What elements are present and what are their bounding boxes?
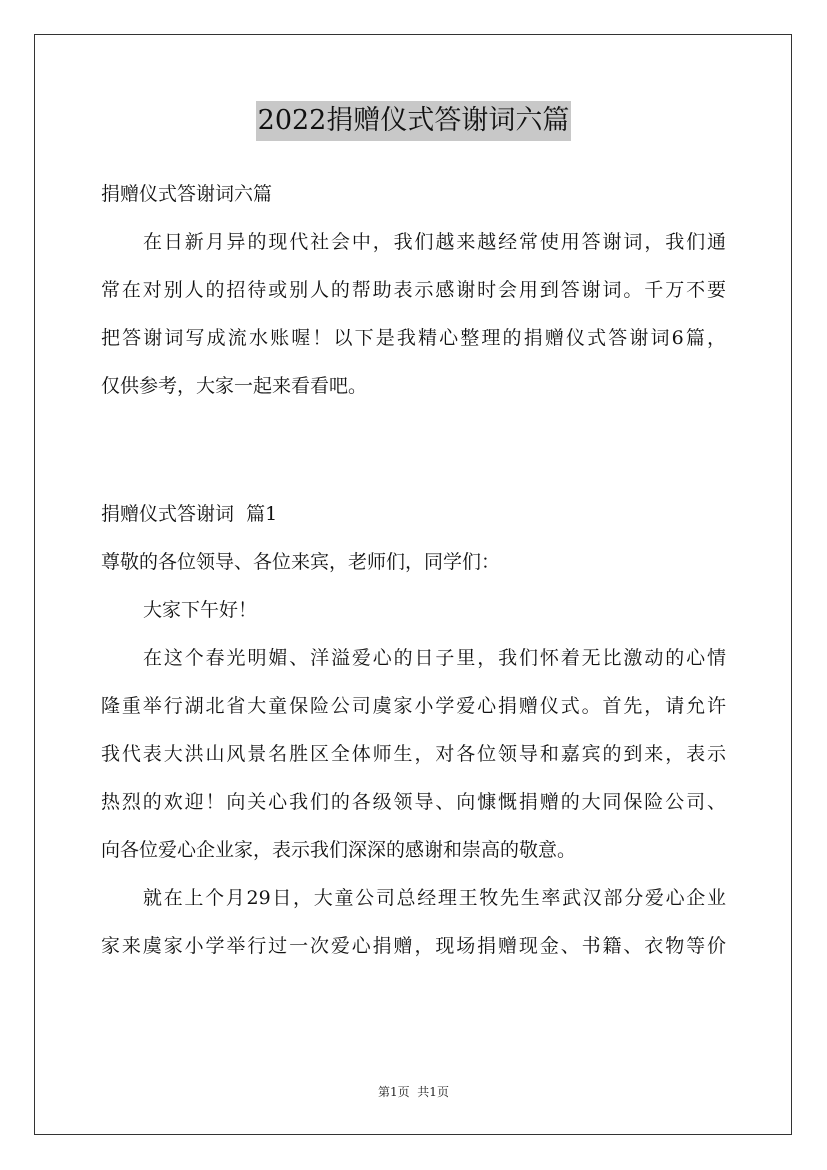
paragraph-line: 热烈的欢迎！向关心我们的各级领导、向慷慨捐赠的大同保险公司、 — [101, 791, 726, 813]
greeting: 大家下午好！ — [143, 599, 258, 621]
title-container — [0, 101, 827, 141]
page-number: 第1页 共1页 — [378, 1085, 449, 1099]
spacer — [101, 410, 726, 490]
intro-line: 把答谢词写成流水账喔！以下是我精心整理的捐赠仪式答谢词6篇， — [101, 327, 726, 349]
section-heading: 捐赠仪式答谢词 篇1 — [101, 503, 278, 525]
paragraph-line: 家来虞家小学举行过一次爱心捐赠，现场捐赠现金、书籍、衣物等价 — [101, 935, 726, 957]
salutation: 尊敬的各位领导、各位来宾，老师们，同学们： — [101, 551, 501, 573]
document-subtitle: 捐赠仪式答谢词六篇 — [101, 183, 273, 205]
page-footer — [0, 1083, 827, 1100]
paragraph-line: 我代表大洪山风景名胜区全体师生，对各位领导和嘉宾的到来，表示 — [101, 743, 726, 765]
intro-line: 仅供参考，大家一起来看看吧。 — [101, 375, 368, 397]
intro-line: 常在对别人的招待或别人的帮助表示感谢时会用到答谢词。千万不要 — [101, 279, 726, 301]
paragraph-line: 在这个春光明媚、洋溢爱心的日子里，我们怀着无比激动的心情 — [143, 647, 726, 669]
intro-line: 在日新月异的现代社会中，我们越来越经常使用答谢词，我们通 — [143, 231, 726, 253]
paragraph-line: 隆重举行湖北省大童保险公司虞家小学爱心捐赠仪式。首先，请允许 — [101, 695, 726, 717]
paragraph-line: 就在上个月29日，大童公司总经理王牧先生率武汉部分爱心企业 — [143, 887, 726, 909]
document-body — [101, 170, 726, 970]
paragraph-line: 向各位爱心企业家，表示我们深深的感谢和崇高的敬意。 — [101, 839, 577, 861]
document-title: 2022捐赠仪式答谢词六篇 — [256, 101, 572, 141]
